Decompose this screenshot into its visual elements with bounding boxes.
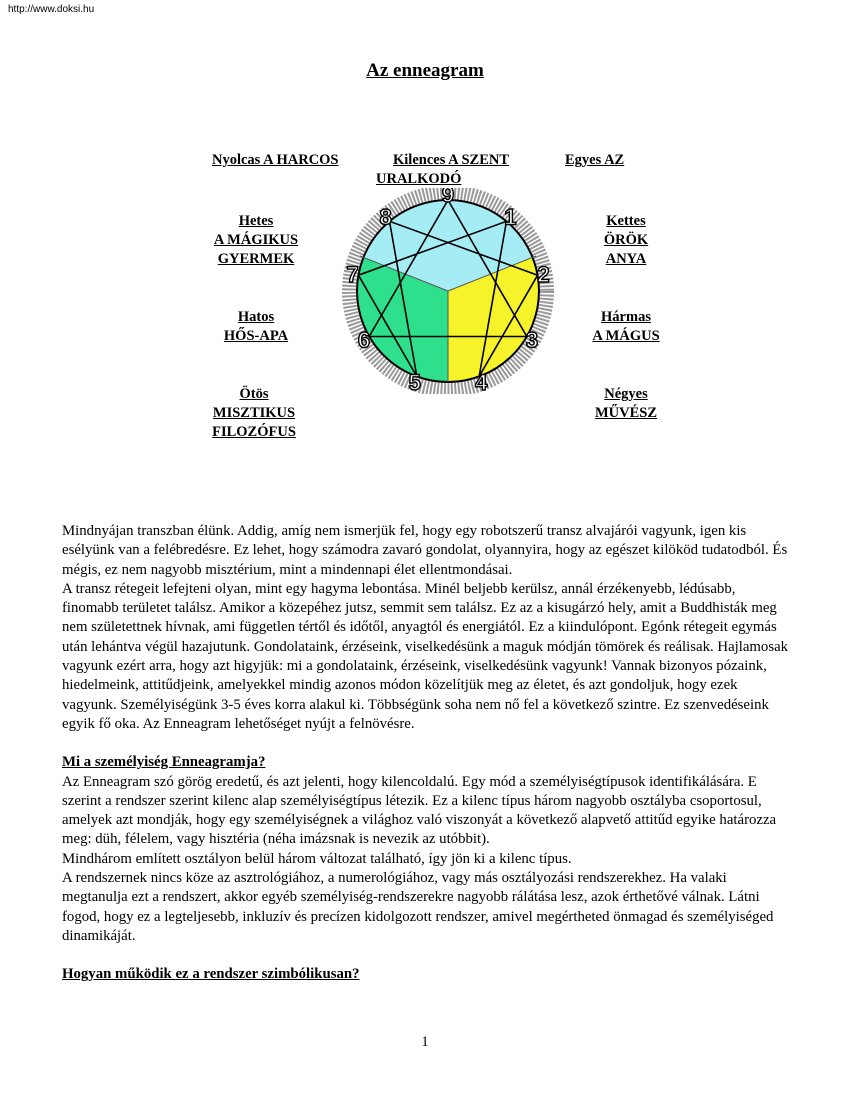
label-otos: Ötös MISZTIKUS FILOZÓFUS — [212, 386, 296, 440]
section-heading: Hogyan működik ez a rendszer szimbólikusan? — [62, 966, 360, 983]
paragraph: Mindnyájan transzban élünk. Addig, amíg nem ismerjük fel, hogy egy robotszerű transz alvajárói vagyunk, igen kis esélyünk van a felébredésre. Ez lehet, hogy számodra zavaró gondolat, olyannyira, hogy az egészet kilököd tudatodból. És mégis, ez nem nagyobb misztérium, mint a mindennapi élet ellentmondásai. — [62, 523, 788, 578]
label-hatos: Hatos HŐS-APA — [223, 309, 289, 344]
point-number: 6 — [357, 327, 371, 353]
point-number: 8 — [379, 204, 392, 230]
label-kettes: Kettes ÖRÖK ANYA — [603, 213, 649, 267]
label-uralkodo: URALKODÓ — [376, 171, 462, 187]
paragraph: Az Enneagram szó görög eredetű, és azt jelenti, hogy kilencoldalú. Egy mód a személyiségtípusok identifikálására. E szerint a rendszer szerint kilenc alap személyiségtípus létezik. Ez a kilenc típus három nagyobb osztályba csoportosul, amelyek azt mondják, hogy egy személyiségnek a világhoz való viszonyát a következő alapvető attitűd egyike határozza meg: düh, félelem, vagy hisztéria (néha imázsnak is nevezik az utóbbit). — [62, 773, 777, 848]
paragraph: A transz rétegeit lefejteni olyan, mint egy hagyma lebontása. Minél beljebb kerülsz, annál érzékenyebb, lédúsabb, finomabb területet találsz. Amikor a közepéhez jutsz, semmit sem találsz. Ez az a kisugárzó hely, amit a Buddhisták meg nem születettnek hívnak, ami független tértől és időtől, anyagtól és energiától. Ez a kiindulópont. Egónk rétegeit egymás után lehántva végül hazajutunk. Gondolataink, érzéseink, viselkedésünk a maguk módján tömörek és reálisak. Hajlamosak vagyunk ezért arra, hogy azt higyjük: mi a gondolataink, érzéseink, viselkedésünk vagyunk! Vannak bizonyos pózaink, hiedelmeink, attitűdjeink, amelyekkel mindig azonos módon közelítjük meg az életet, és azt gondoljuk, hogy ezek vagyunk. Személyiségünk 3-5 éves korra alakul ki. Többségünk soha nem nő fel a következő szintre. Ez szenvedéseink egyik fő oka. Az Enneagram lehetőséget nyújt a felnövésre. — [62, 580, 789, 732]
enneagram-diagram — [336, 188, 560, 394]
body-text — [62, 522, 792, 985]
section-heading: Mi a személyiség Enneagramja? — [62, 754, 266, 771]
point-number: 7 — [346, 262, 359, 288]
point-number: 1 — [504, 204, 517, 230]
label-egyes: Egyes AZ — [565, 152, 625, 168]
label-kilences: Kilences A SZENT — [393, 152, 510, 168]
label-nyolcas: Nyolcas A HARCOS — [212, 152, 339, 168]
point-number: 5 — [408, 370, 421, 394]
point-number: 3 — [525, 327, 539, 353]
label-negyes: Négyes MŰVÉSZ — [594, 386, 658, 421]
point-number: 2 — [537, 262, 550, 288]
page-title: Az enneagram — [366, 60, 484, 81]
label-hetes: Hetes A MÁGIKUS GYERMEK — [213, 213, 299, 267]
point-number: 4 — [475, 370, 488, 394]
source-url[interactable]: http://www.doksi.hu — [8, 4, 95, 15]
page-number: 1 — [421, 1034, 429, 1050]
paragraph: Mindhárom említett osztályon belül három változat található, így jön ki a kilenc típus. — [62, 850, 572, 867]
paragraph: A rendszernek nincs köze az asztrológiához, a numerológiához, vagy más osztályozási rendszerekhez. Ha valaki megtanulja ezt a rendszert, akkor egyéb személyiség-rendszerekre nagyobb rálátása lesz, azok érthetővé válnak. Látni fogod, hogy ez a legteljesebb, inkluzív és precízen kidolgozott rendszer, amivel megértheted önmagad és személyiséged dinamikáját. — [62, 870, 774, 944]
label-harmas: Hármas A MÁGUS — [592, 309, 660, 344]
point-number: 9 — [441, 188, 455, 207]
